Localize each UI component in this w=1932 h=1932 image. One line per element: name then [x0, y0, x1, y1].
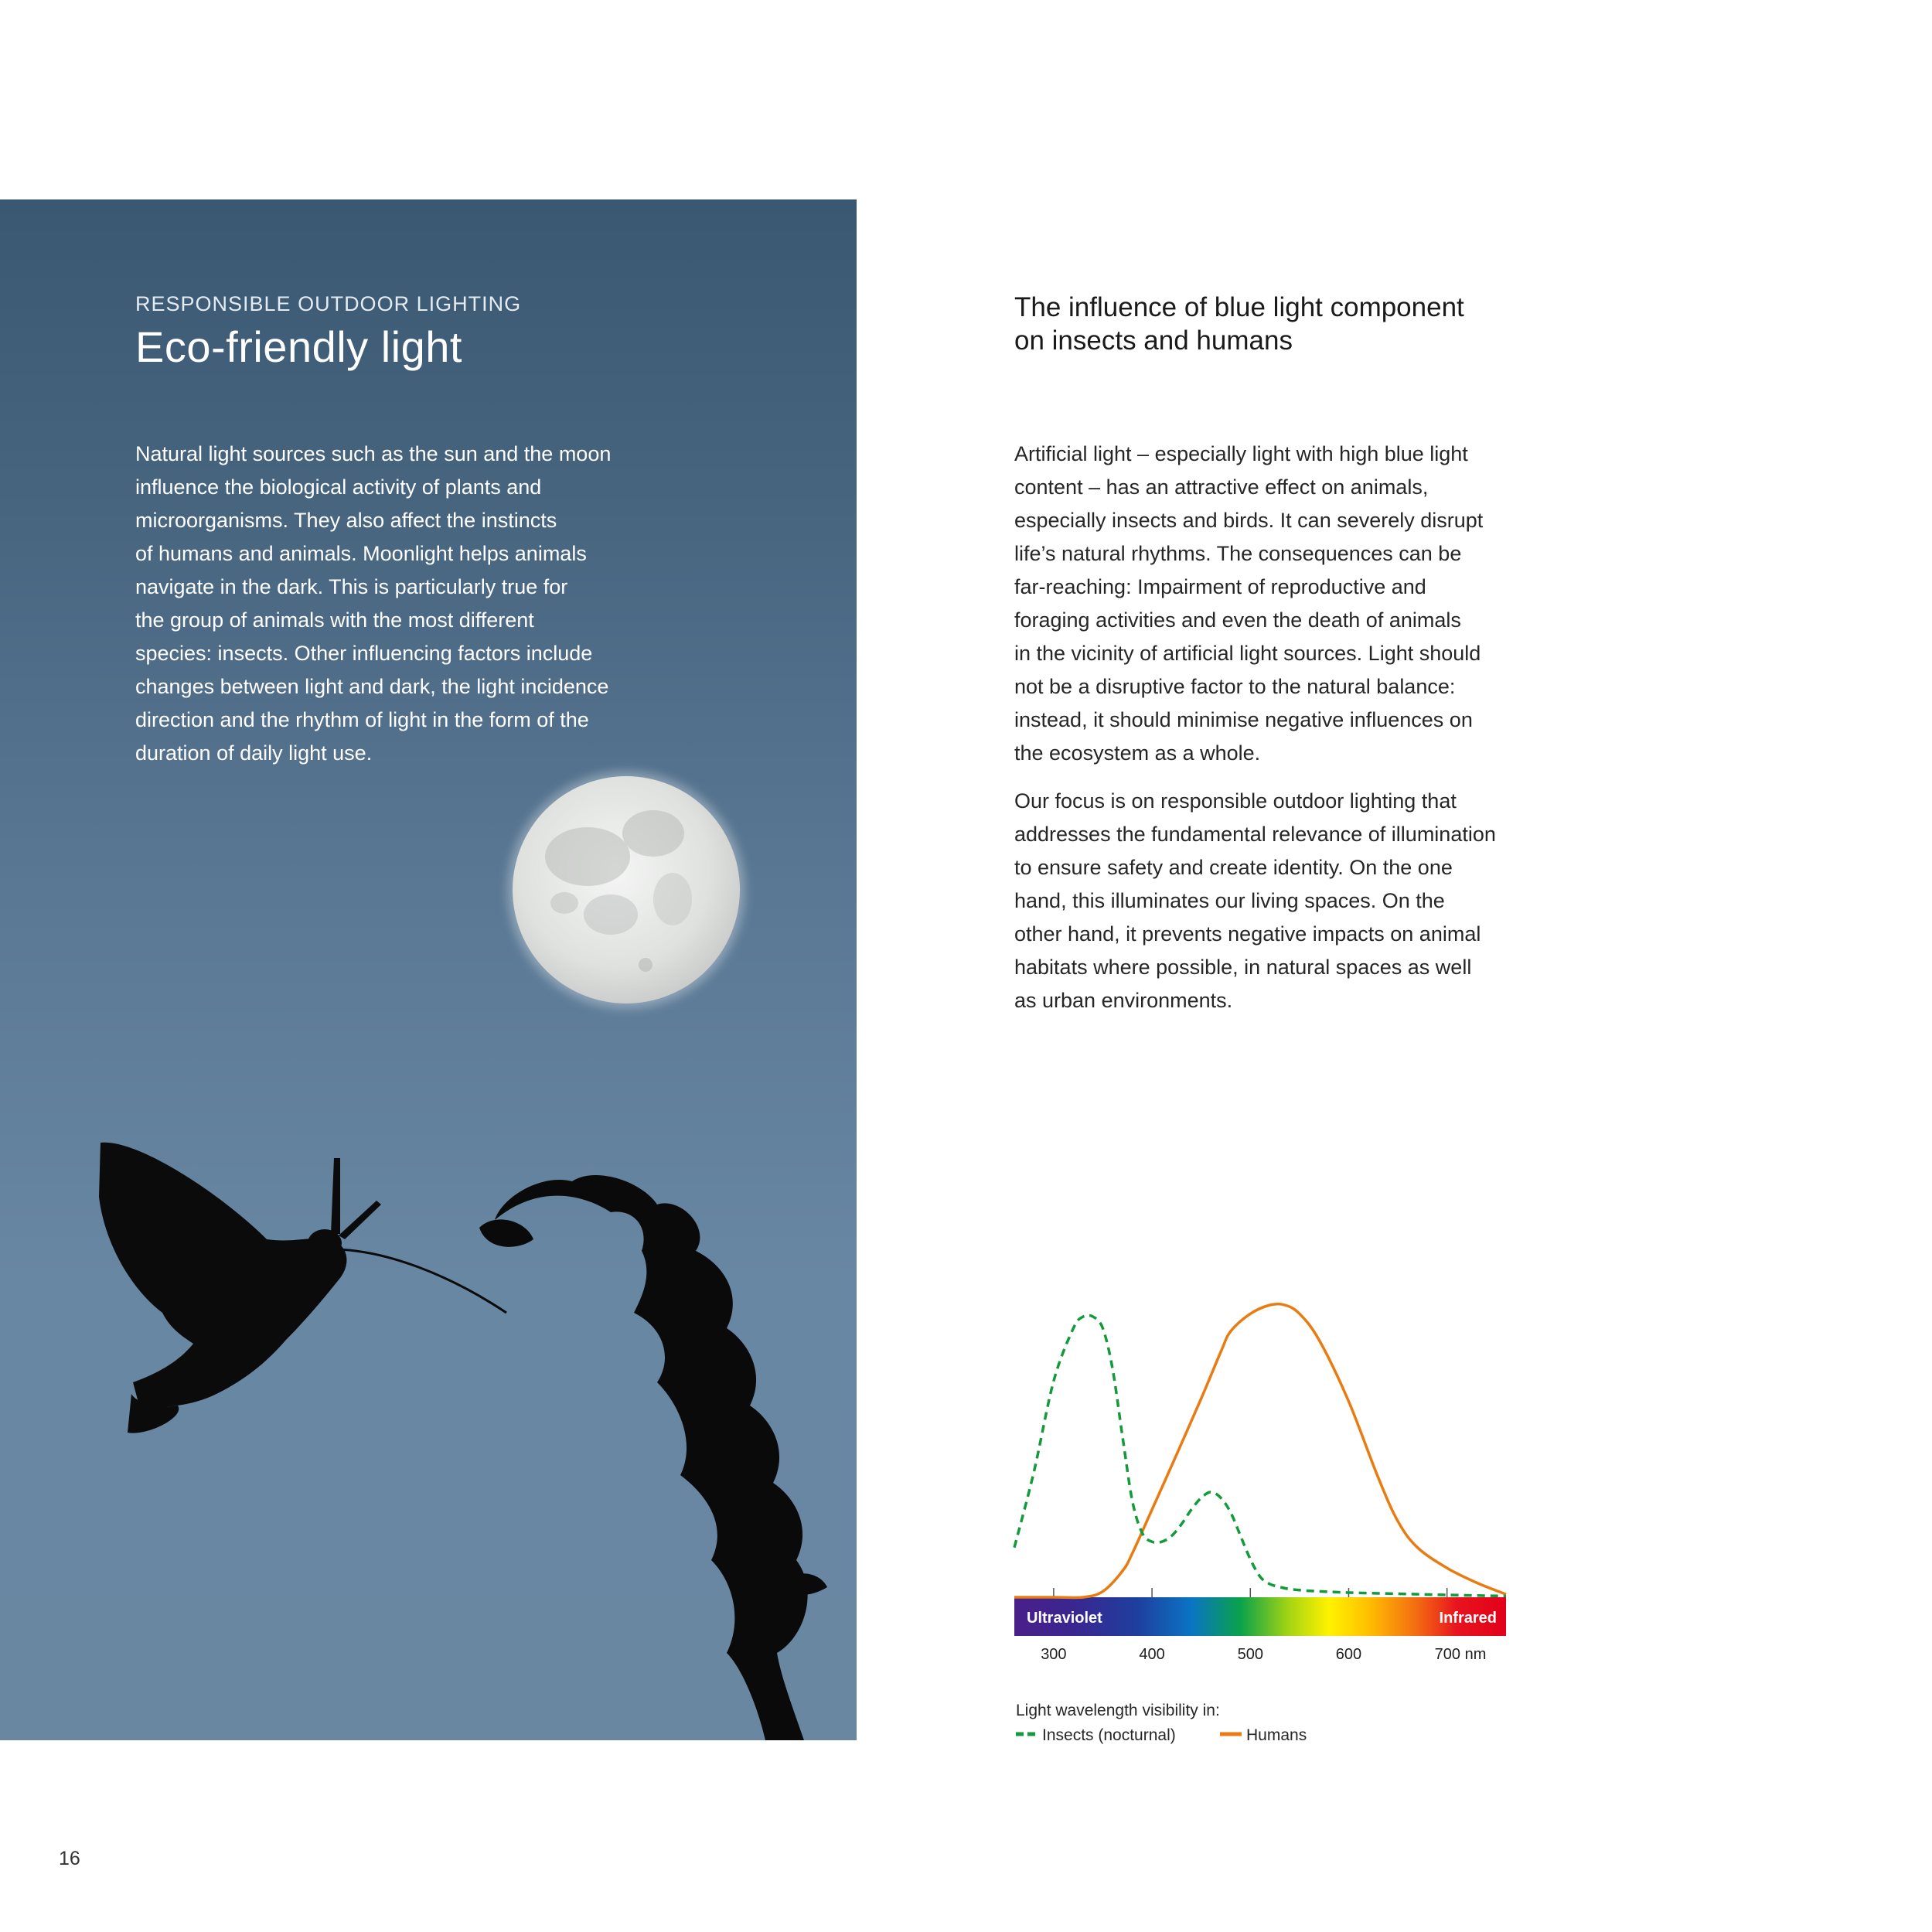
intro-line: navigate in the dark. This is particularly true for	[135, 575, 568, 598]
page-title: Eco-friendly light	[135, 322, 462, 371]
photo-panel	[0, 199, 857, 1740]
moon	[507, 771, 745, 1009]
text-line: in the vicinity of artificial light sources. Light should	[1014, 642, 1481, 665]
insects-series-line	[1014, 1315, 1506, 1596]
paragraph-2	[1014, 785, 1555, 1017]
legend-title: Light wavelength visibility in:	[1016, 1702, 1220, 1719]
text-line: especially insects and birds. It can severely disrupt	[1014, 509, 1484, 532]
text-line: foraging activities and even the death of animals	[1014, 608, 1461, 632]
text-line: to ensure safety and create identity. On the one	[1014, 856, 1453, 879]
infrared-label: Infrared	[1439, 1610, 1497, 1627]
heading-line: on insects and humans	[1014, 325, 1293, 356]
text-line: the ecosystem as a whole.	[1014, 741, 1261, 765]
wavelength-visibility-chart	[1005, 1283, 1531, 1763]
page-number: 16	[59, 1848, 80, 1869]
x-tick-label: 700 nm	[1434, 1646, 1487, 1663]
paragraph-1	[1014, 438, 1555, 770]
x-axis-labels	[1041, 1646, 1486, 1663]
section-kicker: RESPONSIBLE OUTDOOR LIGHTING	[135, 292, 522, 315]
x-tick-label: 500	[1237, 1646, 1263, 1663]
text-line: hand, this illuminates our living spaces. On the	[1014, 889, 1445, 912]
humans-series-line	[1014, 1304, 1506, 1598]
heading-line: The influence of blue light component	[1014, 292, 1464, 322]
text-line: instead, it should minimise negative influences on	[1014, 708, 1473, 731]
flower-silhouette	[479, 1175, 827, 1740]
text-line: Our focus is on responsible outdoor lighting that	[1014, 789, 1457, 813]
moth-silhouette	[99, 1143, 506, 1433]
text-line: addresses the fundamental relevance of illumination	[1014, 823, 1496, 846]
text-line: content – has an attractive effect on animals,	[1014, 475, 1429, 499]
text-line: other hand, it prevents negative impacts on animal	[1014, 922, 1481, 946]
intro-line: Natural light sources such as the sun and the moon	[135, 442, 612, 465]
x-tick-label: 600	[1335, 1646, 1362, 1663]
text-line: as urban environments.	[1014, 989, 1233, 1012]
intro-line: species: insects. Other influencing factors include	[135, 642, 593, 665]
intro-line: microorganisms. They also affect the instincts	[135, 509, 557, 532]
moon-moth-photo	[0, 199, 857, 1740]
legend-humans-label: Humans	[1246, 1726, 1307, 1744]
legend-insects-label: Insects (nocturnal)	[1042, 1726, 1176, 1744]
text-line: habitats where possible, in natural spaces as well	[1014, 956, 1472, 979]
intro-paragraph	[135, 438, 692, 770]
x-tick-label: 400	[1139, 1646, 1165, 1663]
intro-line: direction and the rhythm of light in the form of the	[135, 708, 589, 731]
section-heading	[1014, 291, 1571, 357]
text-line: far-reaching: Impairment of reproductive and	[1014, 575, 1426, 598]
intro-line: of humans and animals. Moonlight helps animals	[135, 542, 587, 565]
intro-line: changes between light and dark, the light incidence	[135, 675, 609, 698]
intro-line: the group of animals with the most different	[135, 608, 534, 632]
text-line: life’s natural rhythms. The consequences can be	[1014, 542, 1462, 565]
text-line: Artificial light – especially light with high blue light	[1014, 442, 1468, 465]
ultraviolet-label: Ultraviolet	[1027, 1610, 1102, 1627]
body-text	[1014, 438, 1555, 1017]
x-tick-label: 300	[1041, 1646, 1067, 1663]
text-line: not be a disruptive factor to the natural balance:	[1014, 675, 1456, 698]
intro-line: influence the biological activity of plants and	[135, 475, 542, 499]
intro-line: duration of daily light use.	[135, 741, 373, 765]
